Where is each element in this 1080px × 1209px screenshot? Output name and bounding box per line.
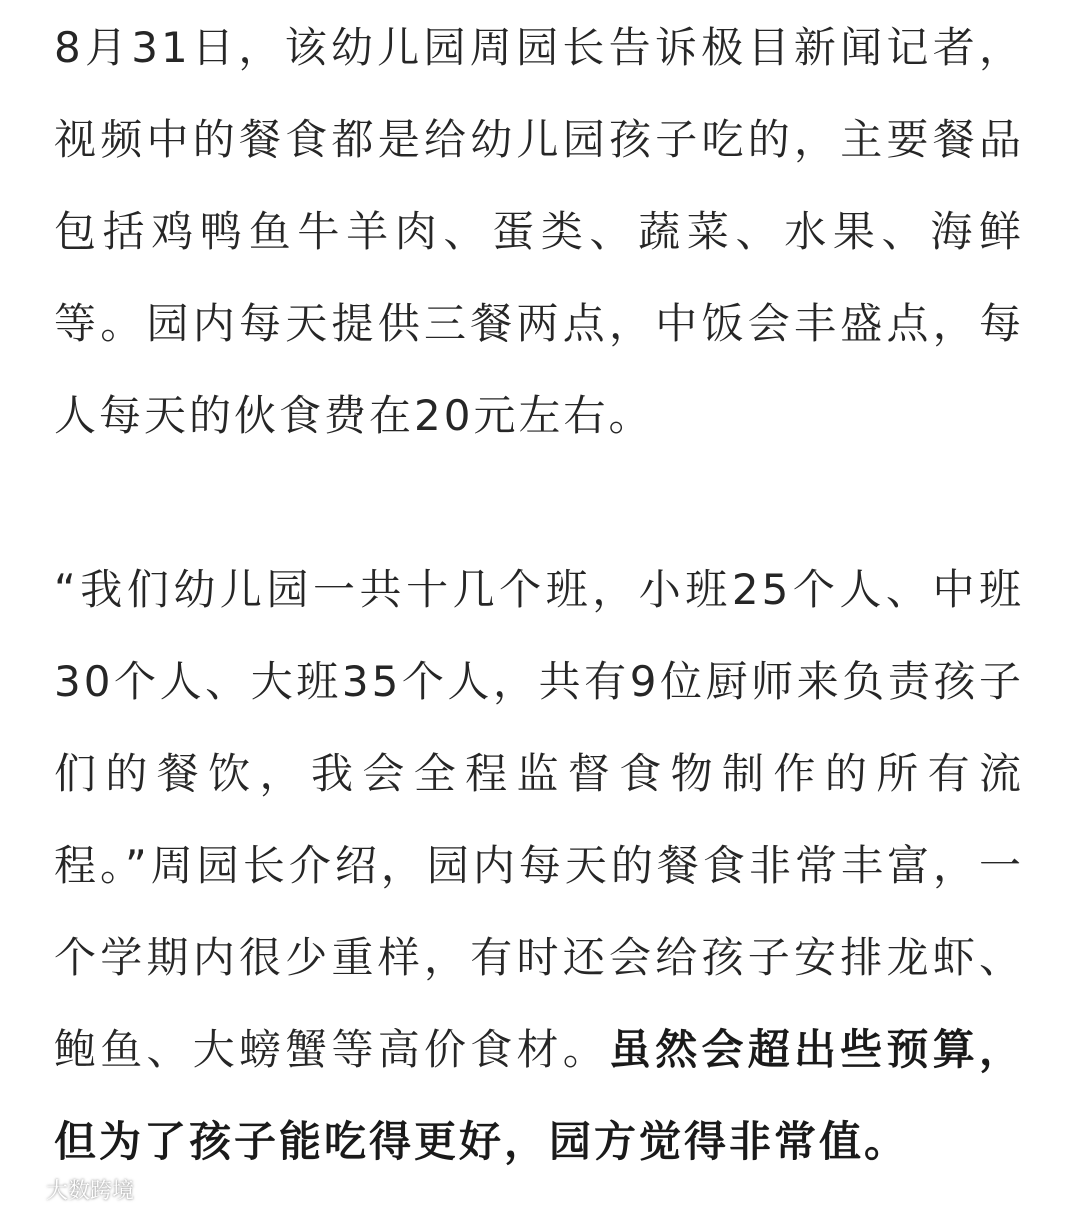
paragraph-2 (54, 544, 1024, 1188)
article-body (54, 0, 1024, 1188)
weibo-logo-icon (8, 1175, 42, 1203)
watermark-text: 大数跨境 (46, 1178, 135, 1204)
paragraph-2-bold-text: 虽然会超出些预算，但为了孩子能吃得更好，园方觉得非常值。 (54, 1025, 1024, 1166)
paragraph-1 (54, 2, 1024, 462)
watermark (8, 1172, 134, 1206)
paragraph-2-text: “我们幼儿园一共十几个班，小班25个人、中班30个人、大班35个人，共有9位厨师来负责孩子们的餐饮，我会全程监督食物制作的所有流程。”周园长介绍，园内每天的餐食非常丰富，一个学期内很少重样，有时还会给孩子安排龙虾、鲍鱼、大螃蟹等高价食材。 (54, 565, 1024, 1074)
paragraph-1-text: 8月31日，该幼儿园周园长告诉极目新闻记者，视频中的餐食都是给幼儿园孩子吃的，主要餐品包括鸡鸭鱼牛羊肉、蛋类、蔬菜、水果、海鲜等。园内每天提供三餐两点，中饭会丰盛点，每人每天的伙食费在20元左右。 (54, 23, 1024, 440)
paragraph-spacer (54, 462, 1024, 544)
